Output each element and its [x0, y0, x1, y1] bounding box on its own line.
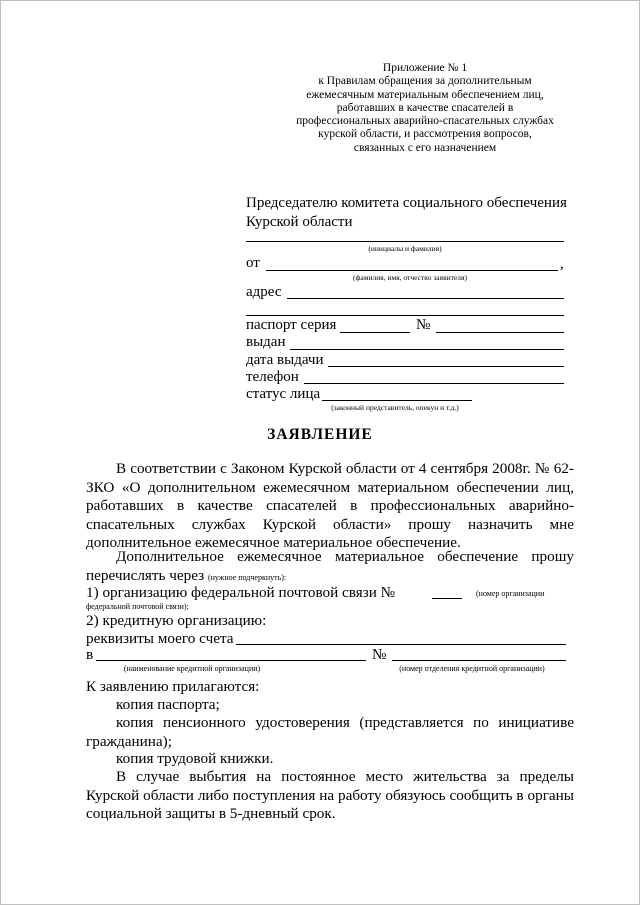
appendix-line: Приложение № 1: [382, 62, 468, 74]
appendix-line: работавших в качестве спасателей в: [336, 101, 514, 114]
paragraph-2-text: Дополнительное ежемесячное материальное обеспечение прошу перечислять через: [86, 548, 574, 584]
from-field-line[interactable]: [266, 270, 558, 271]
initials-field-line[interactable]: [246, 241, 564, 242]
appendix-line: связанных с его назначением: [353, 141, 497, 154]
issued-by-field[interactable]: [290, 349, 564, 350]
issue-date-label: дата выдачи: [246, 352, 324, 368]
post-office-number-field[interactable]: [432, 598, 462, 599]
phone-field[interactable]: [304, 383, 564, 384]
document-title: ЗАЯВЛЕНИЕ: [267, 426, 373, 443]
issue-date-field[interactable]: [328, 366, 564, 367]
appendix-header: [270, 62, 580, 155]
status-field[interactable]: [322, 400, 472, 401]
from-label: от: [246, 255, 260, 271]
appendix-line: к Правилам обращения за дополнительным: [318, 75, 532, 88]
branch-number-hint: (номер отделения кредитной организации): [399, 664, 545, 673]
bank-name-hint: (наименование кредитной организации): [123, 664, 261, 673]
option-1-label: 1) организацию федеральной почтовой связи №: [86, 584, 396, 601]
attachment-passport: копия паспорта;: [116, 696, 220, 713]
passport-series-label: паспорт серия: [246, 317, 337, 333]
paragraph-2: [86, 548, 574, 587]
address-label: адрес: [246, 284, 282, 300]
addressee-line-1: Председателю комитета социального обеспечения: [246, 195, 567, 211]
bank-name-field[interactable]: [96, 660, 366, 661]
branch-number-field[interactable]: [392, 660, 566, 661]
attachments-heading: К заявлению прилагаются:: [86, 678, 260, 695]
from-comma: ,: [560, 256, 564, 272]
paragraph-1-text: В соответствии с Законом Курской области от 4 сентября 2008г. № 62-ЗКО «О дополнительном ежемесячном материальном обеспечении лиц, работавших в качестве спасателей в профессиональных аварийно-спасательных службах Курской области» прошу назначить мне дополнительное ежемесячное материальное обеспечение.: [86, 460, 574, 551]
option-2-label: 2) кредитную организацию:: [86, 612, 267, 629]
paragraph-3-text: В случае выбытия на постоянное место жительства за пределы Курской области либо поступления на работу обязуюсь сообщить в органы социальной защиты в 5-дневный срок.: [86, 768, 574, 822]
addressee-line-2: Курской области: [246, 214, 353, 230]
paragraph-2-wrap: [86, 548, 574, 587]
option-1-hint-a: (номер организации: [476, 589, 545, 598]
attachment-work-book: копия трудовой книжки.: [116, 750, 274, 767]
phone-label: телефон: [246, 369, 299, 385]
attachment-pension-wrap: [86, 714, 574, 751]
address-field-line[interactable]: [287, 298, 564, 299]
attachment-pension-certificate: копия пенсионного удостоверения (представляется по инициативе гражданина);: [86, 714, 574, 750]
addressee-block: [246, 194, 586, 232]
option-1-hint-b: федеральной почтовой связи);: [86, 602, 189, 611]
account-details-field[interactable]: [236, 644, 566, 645]
passport-series-field[interactable]: [340, 332, 410, 333]
from-hint: (фамилия, имя, отчество заявителя): [353, 273, 467, 282]
paragraph-3: [86, 768, 574, 824]
appendix-line: ежемесячным материальным обеспечением лиц,: [306, 88, 544, 101]
issued-by-label: выдан: [246, 334, 286, 350]
account-label: реквизиты моего счета: [86, 630, 234, 647]
passport-number-label: №: [416, 317, 431, 333]
bank-in-label: в: [86, 646, 94, 663]
appendix-line: курской области, и рассмотрения вопросов,: [318, 128, 532, 141]
branch-number-label: №: [372, 646, 387, 663]
address-field-line-2[interactable]: [246, 315, 564, 316]
initials-hint: (инициалы и фамилия): [368, 244, 442, 253]
appendix-line: профессиональных аварийно-спасательных службах: [296, 115, 554, 128]
passport-number-field[interactable]: [436, 332, 564, 333]
paragraph-2-hint: (нужное подчеркнуть):: [207, 572, 287, 582]
status-label: статус лица: [246, 386, 321, 402]
paragraph-1: [86, 460, 574, 553]
status-hint: (законный представитель, опекун и т.д.): [331, 403, 459, 412]
